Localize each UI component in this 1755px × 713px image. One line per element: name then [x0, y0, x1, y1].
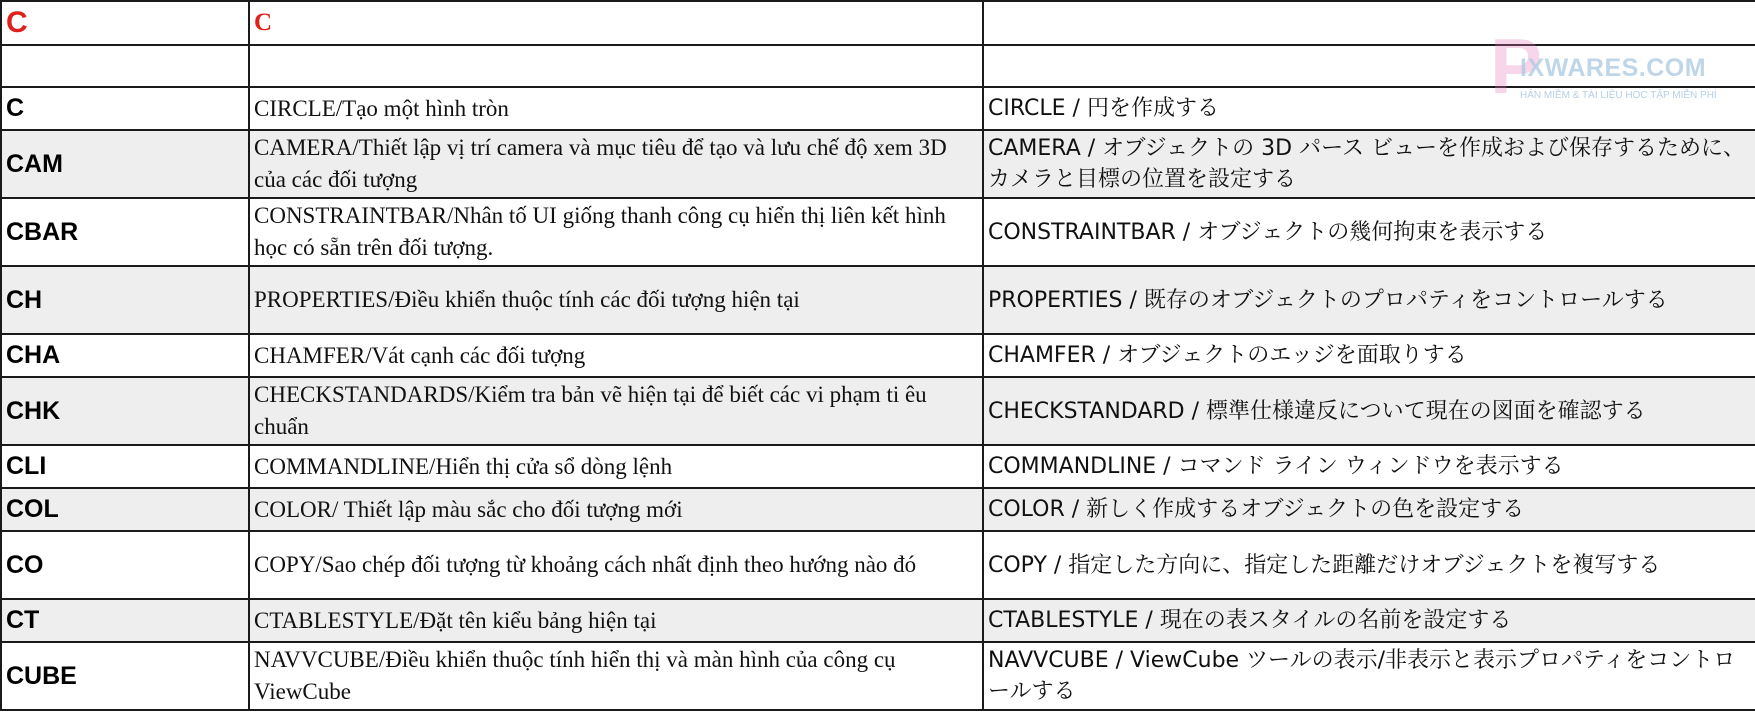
command-desc-ja: CHAMFER / オブジェクトのエッジを面取りする [983, 334, 1755, 377]
table-row [1, 266, 1755, 334]
watermark-tagline: HÂN MIỀM & TÀI LIỆU HỌC TẬP MIỄN PHÍ [1520, 90, 1717, 101]
command-abbr: CT [1, 599, 249, 642]
header-cell-abbr [1, 1, 249, 45]
command-desc-vi: COPY/Sao chép đối tượng từ khoảng cách nhất định theo hướng nào đó [249, 531, 983, 599]
command-abbr: CH [1, 266, 249, 334]
blank-cell [249, 45, 983, 87]
table-row [1, 642, 1755, 710]
command-desc-vi: CIRCLE/Tạo một hình tròn [249, 87, 983, 130]
table-row [1, 334, 1755, 377]
watermark-letter: P [1490, 22, 1543, 110]
command-abbr: CLI [1, 445, 249, 488]
command-desc-vi: CAMERA/Thiết lập vị trí camera và mục tiêu để tạo và lưu chế độ xem 3D của các đối tượng [249, 130, 983, 198]
command-desc-ja: CIRCLE / 円を作成する [983, 87, 1755, 130]
command-desc-ja: CAMERA / オブジェクトの 3D パース ビューを作成および保存するために、カメラと目標の位置を設定する [983, 130, 1755, 198]
command-abbr: COL [1, 488, 249, 531]
command-desc-vi: COLOR/ Thiết lập màu sắc cho đối tượng mới [249, 488, 983, 531]
blank-row [1, 45, 1755, 87]
command-desc-ja: COPY / 指定した方向に、指定した距離だけオブジェクトを複写する [983, 531, 1755, 599]
table-row [1, 130, 1755, 198]
table-row [1, 488, 1755, 531]
table-row [1, 377, 1755, 445]
command-desc-ja: COLOR / 新しく作成するオブジェクトの色を設定する [983, 488, 1755, 531]
blank-cell [983, 45, 1755, 87]
blank-cell [1, 45, 249, 87]
header-cell-ja [983, 1, 1755, 45]
table-row [1, 445, 1755, 488]
section-letter-secondary: C [254, 9, 273, 36]
section-letter: C [6, 6, 28, 39]
watermark-brand: IXWARES.COM [1520, 54, 1707, 82]
table-row [1, 531, 1755, 599]
command-desc-ja: CTABLESTYLE / 現在の表スタイルの名前を設定する [983, 599, 1755, 642]
command-abbr: CBAR [1, 198, 249, 266]
command-abbr: C [1, 87, 249, 130]
command-desc-vi: COMMANDLINE/Hiển thị cửa sổ dòng lệnh [249, 445, 983, 488]
command-desc-vi: CHAMFER/Vát cạnh các đối tượng [249, 334, 983, 377]
table-header-row [1, 1, 1755, 45]
command-abbr: CUBE [1, 642, 249, 710]
table-row [1, 198, 1755, 266]
table-row [1, 599, 1755, 642]
command-desc-vi: CTABLESTYLE/Đặt tên kiểu bảng hiện tại [249, 599, 983, 642]
command-desc-vi: PROPERTIES/Điều khiển thuộc tính các đối tượng hiện tại [249, 266, 983, 334]
command-desc-ja: NAVVCUBE / ViewCube ツールの表示/非表示と表示プロパティをコントロールする [983, 642, 1755, 710]
command-desc-vi: NAVVCUBE/Điều khiển thuộc tính hiển thị và màn hình của công cụ ViewCube [249, 642, 983, 710]
table-row [1, 87, 1755, 130]
command-desc-ja: COMMANDLINE / コマンド ライン ウィンドウを表示する [983, 445, 1755, 488]
command-abbr: CHK [1, 377, 249, 445]
command-desc-ja: PROPERTIES / 既存のオブジェクトのプロパティをコントロールする [983, 266, 1755, 334]
header-cell-vi [249, 1, 983, 45]
command-abbr: CHA [1, 334, 249, 377]
command-abbr: CO [1, 531, 249, 599]
command-desc-vi: CONSTRAINTBAR/Nhân tố UI giống thanh công cụ hiển thị liên kết hình học có sẵn trên đối tượng. [249, 198, 983, 266]
command-desc-vi: CHECKSTANDARDS/Kiểm tra bản vẽ hiện tại để biết các vi phạm ti êu chuẩn [249, 377, 983, 445]
command-desc-ja: CHECKSTANDARD / 標準仕様違反について現在の図面を確認する [983, 377, 1755, 445]
command-desc-ja: CONSTRAINTBAR / オブジェクトの幾何拘束を表示する [983, 198, 1755, 266]
command-abbr: CAM [1, 130, 249, 198]
